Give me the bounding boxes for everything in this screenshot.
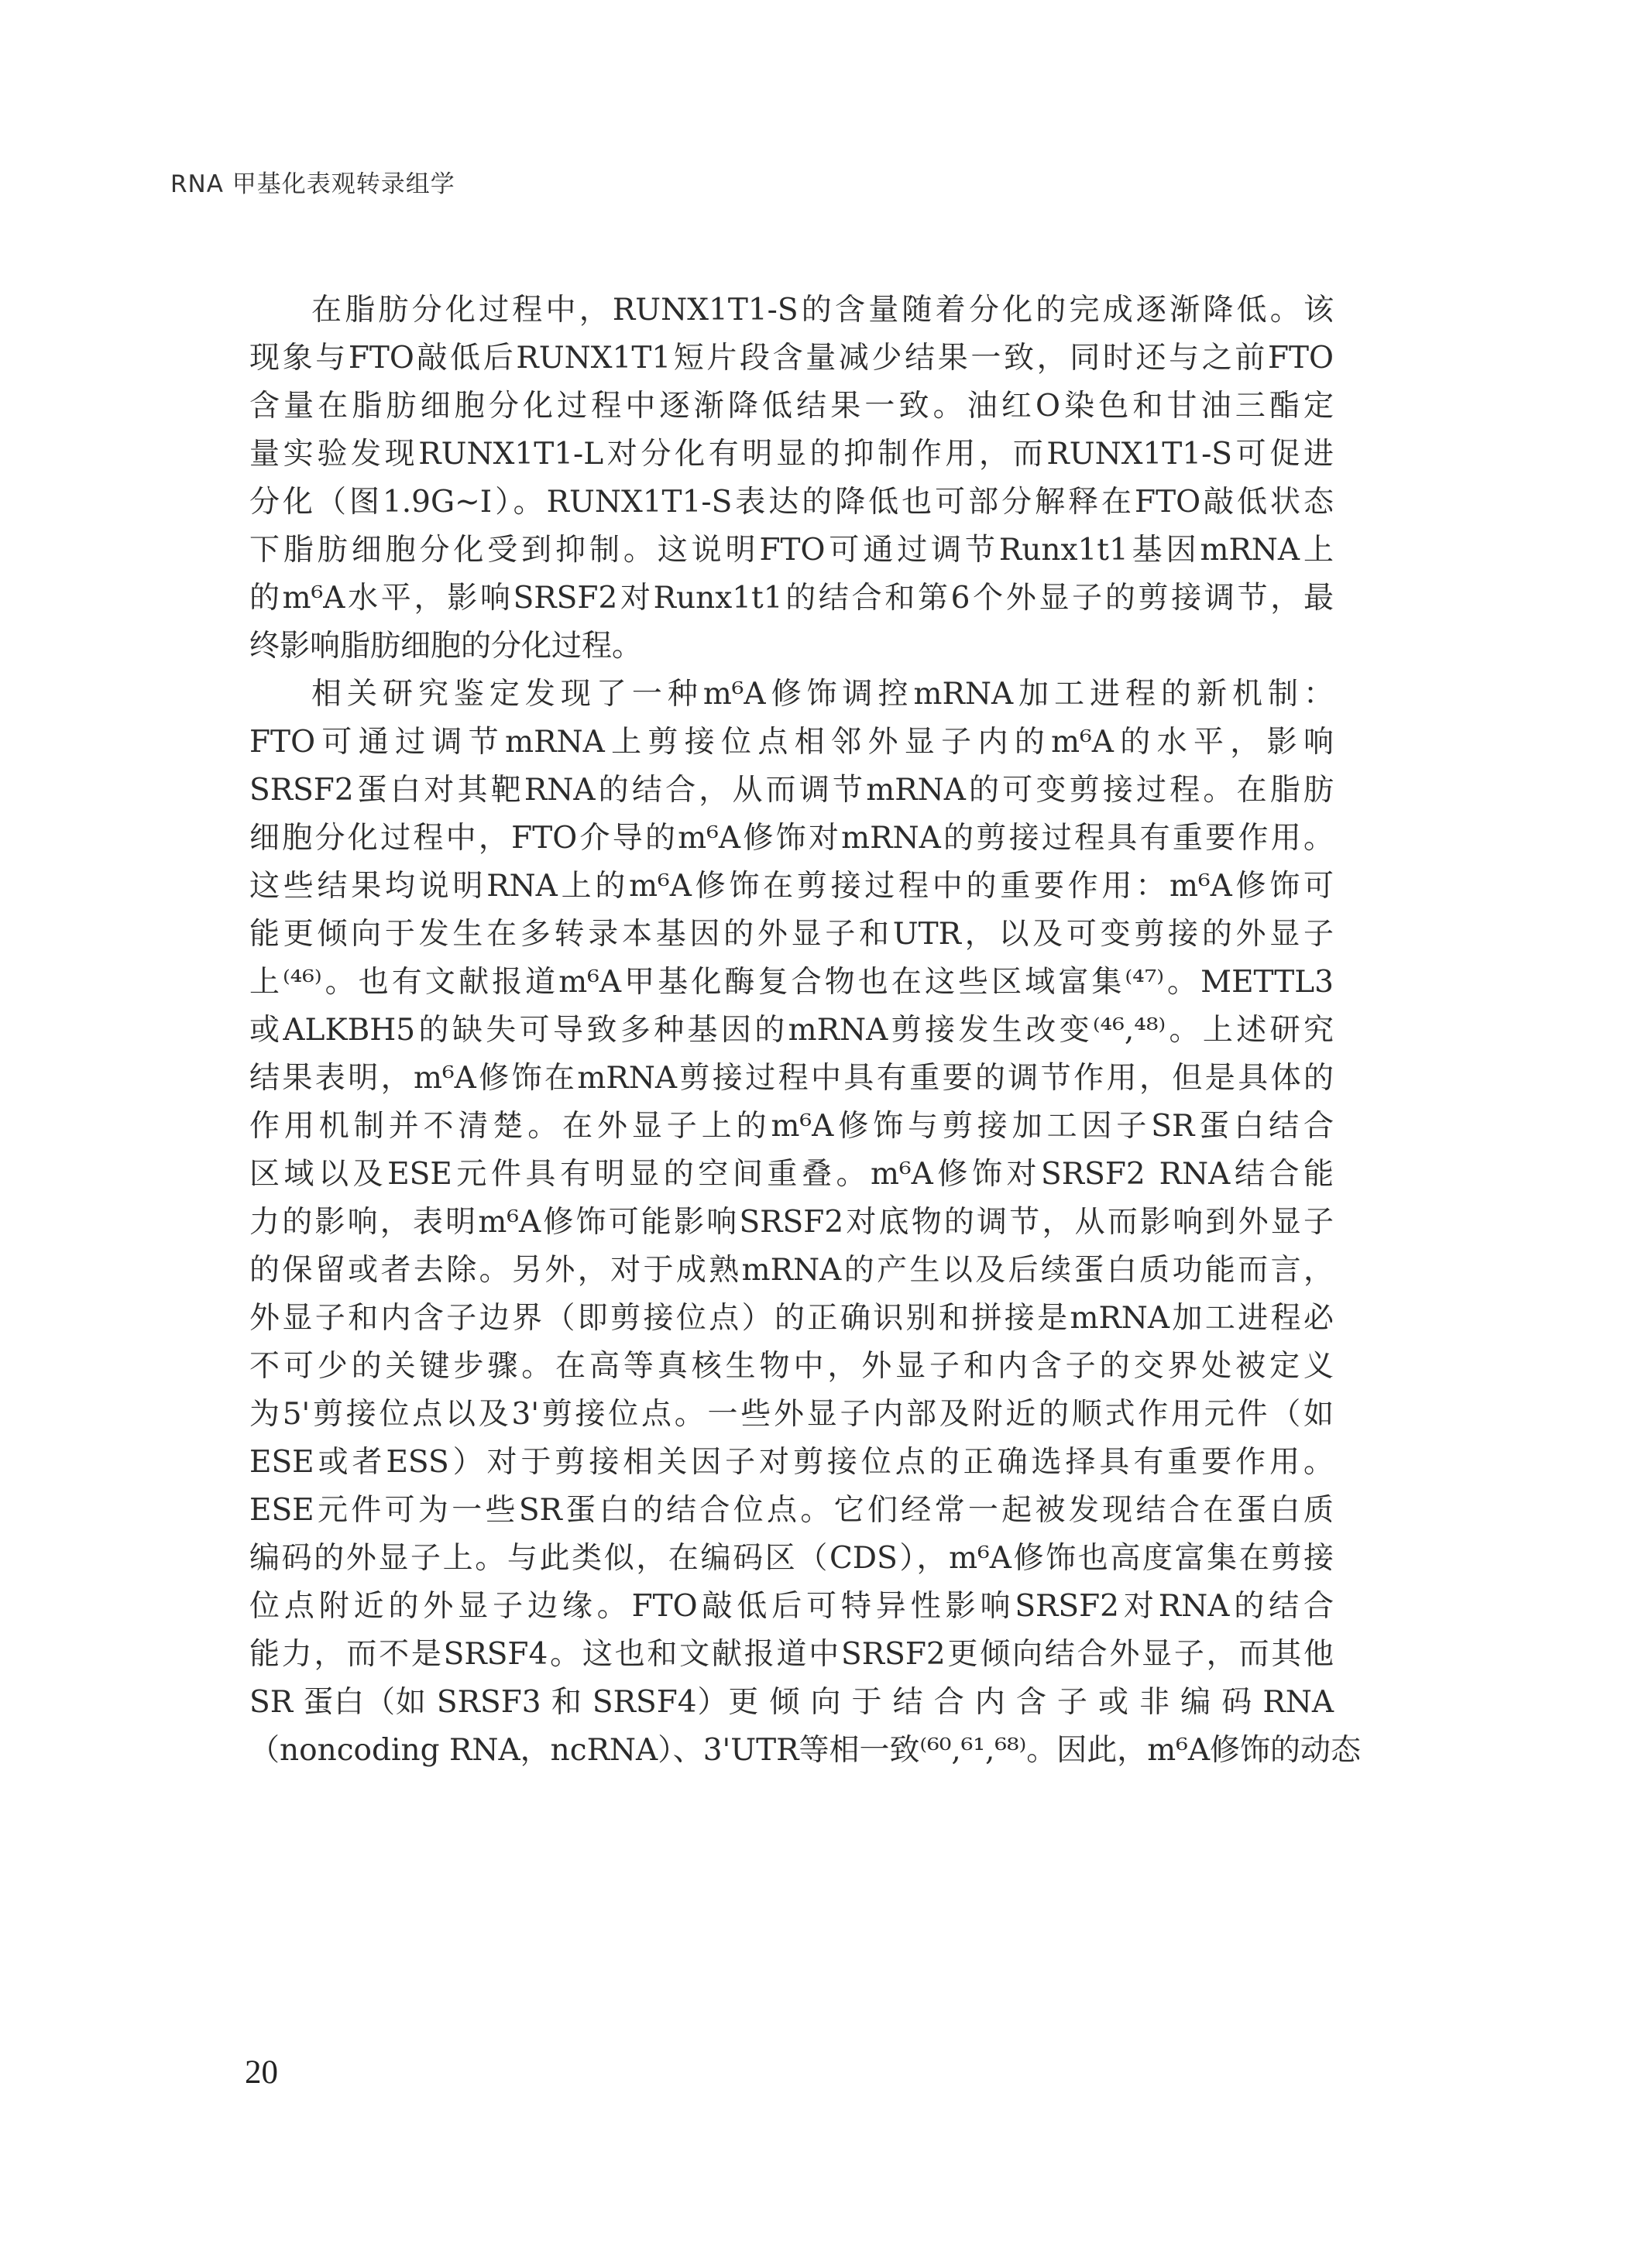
text-line: 终影响脂肪细胞的分化过程。 bbox=[249, 629, 643, 664]
body-text bbox=[249, 287, 1362, 1775]
text-line: 力的影响，表明m⁶A修饰可能影响SRSF2对底物的调节，从而影响到外显子 bbox=[249, 1205, 1334, 1240]
text-line: 分化（图1.9G~I）。RUNX1T1-S表达的降低也可部分解释在FTO敲低状态 bbox=[249, 485, 1334, 520]
text-line: 下脂肪细胞分化受到抑制。这说明FTO可通过调节Runx1t1基因mRNA上 bbox=[249, 533, 1334, 568]
text-line: 为5'剪接位点以及3'剪接位点。一些外显子内部及附近的顺式作用元件（如 bbox=[249, 1397, 1334, 1432]
text-line: 的保留或者去除。另外，对于成熟mRNA的产生以及后续蛋白质功能而言， bbox=[249, 1253, 1334, 1288]
text-line: SRSF2蛋白对其靶RNA的结合，从而调节mRNA的可变剪接过程。在脂肪 bbox=[249, 773, 1334, 808]
text-line: 编码的外显子上。与此类似，在编码区（CDS），m⁶A修饰也高度富集在剪接 bbox=[249, 1541, 1334, 1576]
text-line: 细胞分化过程中，FTO介导的m⁶A修饰对mRNA的剪接过程具有重要作用。 bbox=[249, 821, 1334, 856]
text-line: （noncoding RNA，ncRNA）、3'UTR等相一致⁽⁶⁰,⁶¹,⁶⁸⁾。因此，m⁶A修饰的动态 bbox=[249, 1733, 1362, 1768]
text-line: 能更倾向于发生在多转录本基因的外显子和UTR，以及可变剪接的外显子 bbox=[249, 917, 1334, 952]
text-line: 含量在脂肪细胞分化过程中逐渐降低结果一致。油红O染色和甘油三酯定 bbox=[249, 389, 1334, 424]
text-line: 这些结果均说明RNA上的m⁶A修饰在剪接过程中的重要作用：m⁶A修饰可 bbox=[249, 869, 1334, 904]
text-line: SR 蛋白（如 SRSF3 和 SRSF4）更 倾 向 于 结 合 内 含 子 或 非 编 码 RNA bbox=[249, 1685, 1334, 1720]
text-line: 能力，而不是SRSF4。这也和文献报道中SRSF2更倾向结合外显子，而其他 bbox=[249, 1637, 1334, 1672]
text-line: 量实验发现RUNX1T1-L对分化有明显的抑制作用，而RUNX1T1-S可促进 bbox=[249, 437, 1334, 472]
text-line: 位点附近的外显子边缘。FTO敲低后可特异性影响SRSF2对RNA的结合 bbox=[249, 1589, 1334, 1624]
text-line: 结果表明，m⁶A修饰在mRNA剪接过程中具有重要的调节作用，但是具体的 bbox=[249, 1061, 1334, 1096]
page-number: 20 bbox=[245, 2054, 278, 2091]
text-line: 外显子和内含子边界（即剪接位点）的正确识别和拼接是mRNA加工进程必 bbox=[249, 1301, 1334, 1336]
text-line: 或ALKBH5的缺失可导致多种基因的mRNA剪接发生改变⁽⁴⁶,⁴⁸⁾。上述研究 bbox=[249, 1013, 1334, 1048]
text-line: 在脂肪分化过程中，RUNX1T1-S的含量随着分化的完成逐渐降低。该 bbox=[311, 293, 1334, 328]
text-line: 作用机制并不清楚。在外显子上的m⁶A修饰与剪接加工因子SR蛋白结合 bbox=[249, 1109, 1334, 1144]
text-line: 现象与FTO敲低后RUNX1T1短片段含量减少结果一致，同时还与之前FTO bbox=[249, 341, 1334, 376]
running-header: RNA 甲基化表观转录组学 bbox=[170, 170, 455, 198]
text-line: 上⁽⁴⁶⁾。也有文献报道m⁶A甲基化酶复合物也在这些区域富集⁽⁴⁷⁾。METTL3 bbox=[249, 965, 1334, 1000]
text-line: ESE元件可为一些SR蛋白的结合位点。它们经常一起被发现结合在蛋白质 bbox=[249, 1493, 1334, 1528]
text-line: 区域以及ESE元件具有明显的空间重叠。m⁶A修饰对SRSF2 RNA结合能 bbox=[249, 1157, 1334, 1192]
paragraph-1 bbox=[249, 287, 1334, 671]
text-line: FTO可通过调节mRNA上剪接位点相邻外显子内的m⁶A的水平，影响 bbox=[249, 725, 1334, 760]
text-line: 不可少的关键步骤。在高等真核生物中，外显子和内含子的交界处被定义 bbox=[249, 1349, 1334, 1384]
text-line: 的m⁶A水平，影响SRSF2对Runx1t1的结合和第6个外显子的剪接调节，最 bbox=[249, 581, 1334, 616]
text-line: ESE或者ESS）对于剪接相关因子对剪接位点的正确选择具有重要作用。 bbox=[249, 1445, 1334, 1480]
paragraph-2 bbox=[249, 671, 1362, 1775]
text-line: 相关研究鉴定发现了一种m⁶A修饰调控mRNA加工进程的新机制： bbox=[311, 677, 1334, 712]
